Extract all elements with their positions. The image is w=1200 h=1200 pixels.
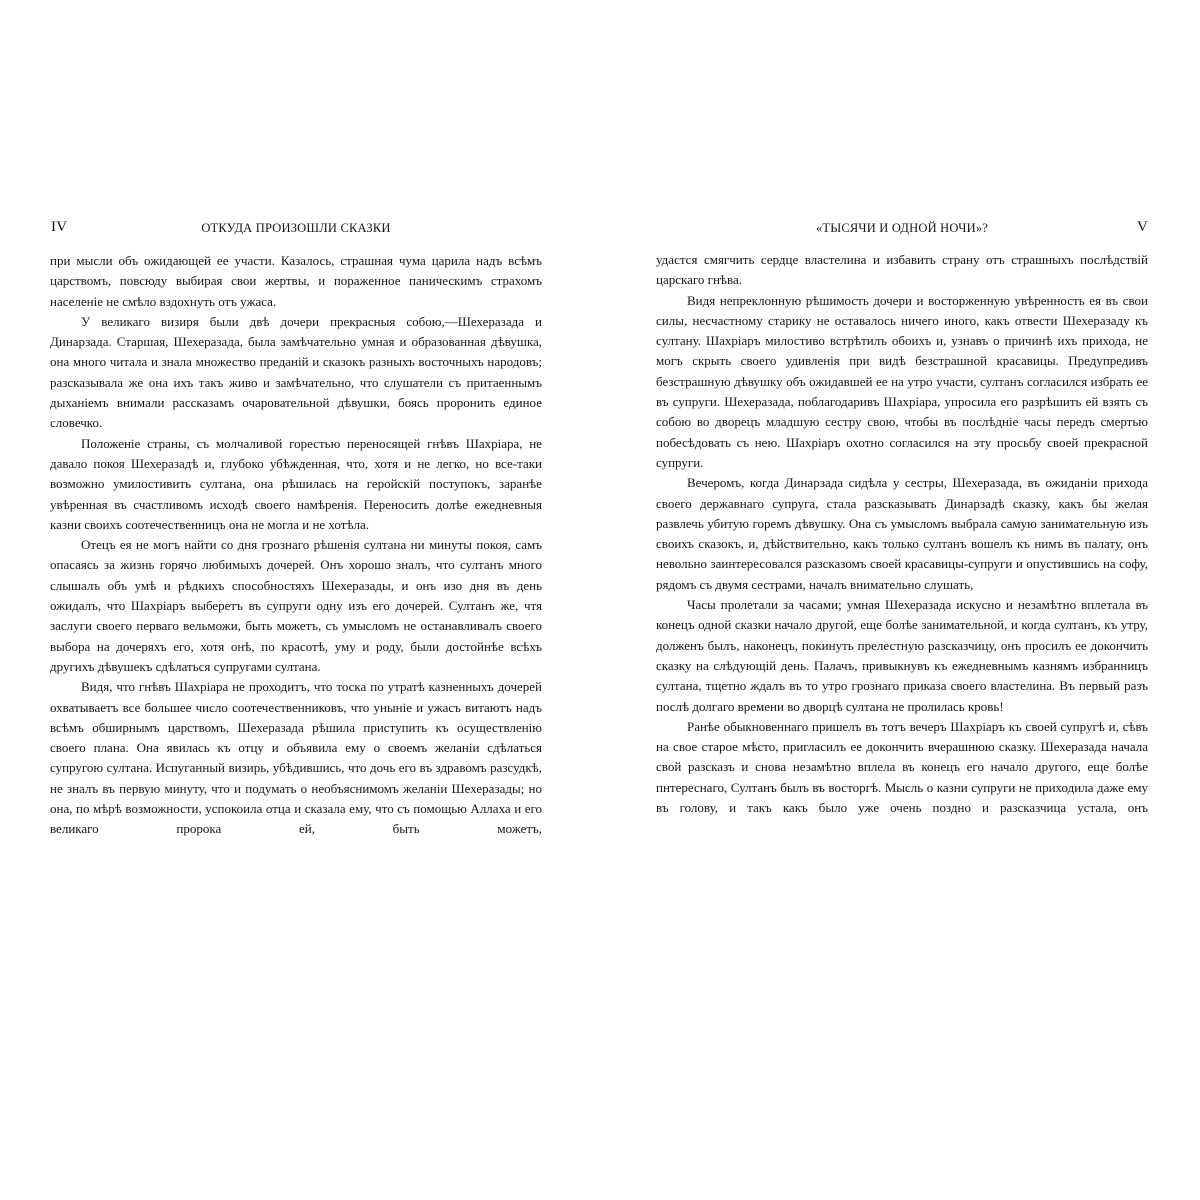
right-page-number: V <box>1136 219 1148 235</box>
paragraph: Вечеромъ, когда Динарзада сидѣла у сестры, Шехеразада, въ ожиданiи прихода своего державнаго супруга, стала разсказывать Динарзадѣ сказку, какъ бы желая развлечь убитую горемъ дѣвушку. Она съ умысломъ выбрала самую занимательную изъ своихъ сказокъ, и, дѣйствительно, какъ только султанъ вошелъ къ нимъ въ палату, онъ невольно заинтересовался разсказомъ своей красавицы-супруги и опустившись на софу, рядомъ съ двумя сестрами, началъ внимательно слушать, <box>656 475 1148 592</box>
right-page-text <box>656 250 1148 818</box>
left-page-number: IV <box>51 219 68 235</box>
paragraph: Ранѣе обыкновеннаго пришелъ въ тотъ вечеръ Шахрiаръ къ своей супругѣ и, сѣвъ на свое старое мѣсто, пригласилъ ее докончить вчерашнюю сказку. Шехеразада начала свой разсказъ и снова незамѣтно вплела въ конецъ его начало другого, еще болѣе пнтереснаго, Султанъ былъ въ восторгѣ. Мысль о казни супруги не приходила даже ему въ голову, и такъ какъ было уже очень поздно и разсказчица устала, онъ <box>656 718 1148 816</box>
paragraph: Видя, что гнѣвъ Шахрiара не проходитъ, что тоска по утратѣ казненныхъ дочерей охватываетъ все большее число соотечественниковъ, что унынiе и ужасъ витаютъ надъ всѣмъ обширнымъ царствомъ, Шехеразада рѣшила приступить къ осуществленiю своего плана. Она явилась къ отцу и объявила ему о своемъ желанiи сдѣлаться супругою султана. Испуганный визирь, убѣдившись, что дочь его въ здравомъ разсудкѣ, не зналъ въ первую минуту, что и подумать о необъяснимомъ желанiи Шехеразады; но она, по мѣрѣ возможности, успокоила отца и сказала ему, что съ помощью Аллаха и его великаго пророка ей, быть можетъ, <box>50 679 542 837</box>
left-running-head <box>50 219 542 239</box>
paragraph: удастся смягчить сердце властелина и избавить страну отъ страшныхъ послѣдствiй царскаго гнѣва. <box>656 252 1148 288</box>
paragraph: У великаго визиря были двѣ дочери прекрасныя собою,—Шехеразада и Динарзада. Старшая, Шехеразада, была замѣчательно умная и образованная дѣвушка, она много читала и знала множество преданiй и сказокъ разныхъ восточныхъ народовъ; разсказывала же она ихъ такъ живо и замѣчательно, что слушатели съ притаеннымъ дыханiемъ внимали рассказамъ очаровательной дѣвушки, боясь проронить единое словечко. <box>50 313 542 431</box>
paragraph: Отецъ ея не могъ найти со дня грознаго рѣшенiя султана ни минуты покоя, самъ опасаясь за жизнь горячо любимыхъ дочерей. Онъ хорошо зналъ, что султанъ много слышалъ объ умѣ и рѣдкихъ способностяхъ Шехеразады, и онъ изо дня въ день ожидалъ, что Шахрiаръ выберетъ въ супруги одну изъ его дочерей. Султанъ же, чтя заслуги своего перваго вельможи, быть можетъ, съ умысломъ не останавливалъ своего выбора на дочеряхъ его, хотя онѣ, по красотѣ, уму и роду, были достойнѣе всѣхъ другихъ дѣвушекъ сдѣлаться супругами султана. <box>50 537 542 674</box>
left-page <box>50 219 542 840</box>
right-running-head <box>656 219 1148 239</box>
right-page <box>656 219 1148 818</box>
paragraph: Видя непреклонную рѣшимость дочери и восторженную увѣренность ея въ свои силы, несчастному старику не оставалось ничего иного, какъ отвести Шехеразаду къ султану. Шахрiаръ милостиво встрѣтилъ обоихъ и, узнавъ о причинѣ ихъ прихода, не могъ скрыть своего удивленiя при видѣ безстрашной красавицы. Предупредивъ безстрашную дѣвушку объ ожидавшей ее на утро участи, султанъ согласился избрать ее въ супруги. Шехеразада, поблагодаривъ Шахрiара, упросила его разрѣшить ей взять съ собою во дворецъ младшую сестру свою, чтобы въ послѣднiе часы передъ смертью побесѣдовать съ нею. Шахрiаръ охотно согласился на эту просьбу своей прекрасной супруги. <box>656 292 1148 470</box>
paragraph: при мысли объ ожидающей ее участи. Казалось, страшная чума царила надъ всѣмъ царствомъ, повсюду выбирая свои жертвы, и пораженное паническимъ страхомъ населенiе не смѣло вздохнуть отъ ужаса. <box>50 253 542 309</box>
paragraph: Положенiе страны, съ молчаливой горестью переносящей гнѣвъ Шахрiара, не давало покоя Шехеразадѣ и, глубоко убѣжденная, что, хотя и не легко, но все-таки возможно умилостивить султана, она рѣшилась на геройскiй поступокъ, заранѣе увѣренная въ счастливомъ исходѣ своего намѣренiя. Переносить долѣе ежедневныя казни своихъ соотечественницъ она не могла и не хотѣла. <box>50 435 542 532</box>
right-running-title: «ТЫСЯЧИ И ОДНОЙ НОЧИ»? <box>815 221 989 235</box>
paragraph: Часы пролетали за часами; умная Шехеразада искусно и незамѣтно вплетала въ конецъ одной сказки начало другой, еще болѣе занимательной, и когда султанъ, къ утру, долженъ былъ, наконецъ, покинуть прелестную разсказчицу, онъ просилъ ее докончить сказку на слѣдующiй день. Палачъ, привыкнувъ къ ежедневнымъ казнямъ избранницъ султана, тщетно ждалъ въ то утро грознаго приказа своего властелина. Въ первый разъ послѣ долгаго времени во дворцѣ султана не пролилась кровь! <box>656 597 1148 714</box>
left-running-title: ОТКУДА ПРОИЗОШЛИ СКАЗКИ <box>201 221 391 235</box>
left-page-text <box>50 251 542 840</box>
